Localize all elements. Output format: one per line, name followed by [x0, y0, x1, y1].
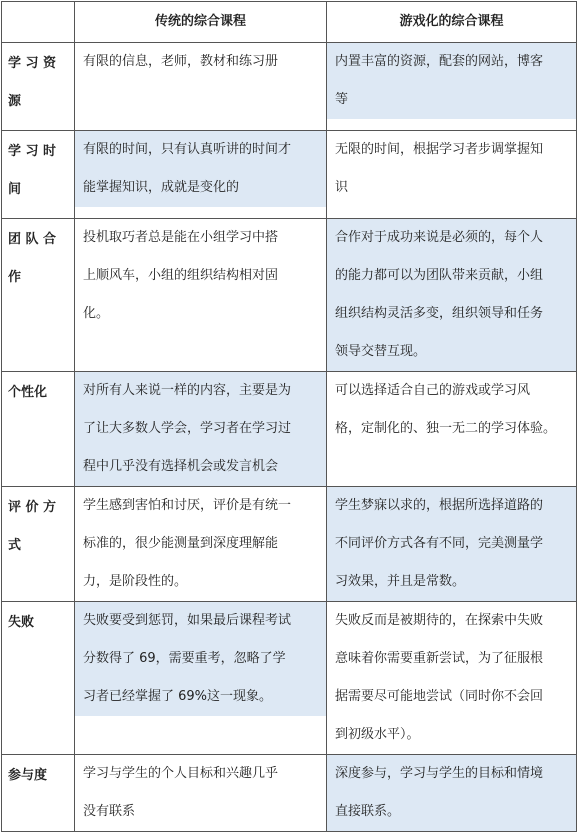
row-label	[2, 372, 75, 487]
row-label-line: 参与度	[8, 768, 48, 783]
cell-line: 失败要受到惩罚，如果最后课程考试	[75, 602, 326, 640]
cell-line: 力，是阶段性的。	[83, 574, 188, 589]
cell-gamified	[327, 372, 577, 487]
table-row	[2, 43, 577, 131]
cell-line: 没有联系	[83, 804, 136, 819]
cell-line: 失败反而是被期待的，在探索中失败	[335, 613, 544, 628]
cell-line: 到初级水平）。	[335, 727, 420, 742]
row-label-line: 式	[8, 538, 22, 553]
cell-gamified	[327, 755, 577, 832]
header-row	[2, 2, 577, 43]
cell-line: 学习与学生的个人目标和兴趣几乎	[83, 766, 279, 781]
cell-traditional	[75, 602, 327, 755]
cell-line: 领导交替互现。	[327, 333, 576, 371]
cell-line: 有限的信息，老师，教材和练习册	[83, 54, 279, 69]
cell-line: 等	[327, 81, 576, 119]
cell-line: 了让大多数人学会，学习者在学习过	[75, 410, 326, 448]
cell-line: 组织结构灵活多变，组织领导和任务	[327, 295, 576, 333]
cell-traditional	[75, 219, 327, 372]
row-label	[2, 131, 75, 219]
cell-line: 的能力都可以为团队带来贡献，小组	[327, 257, 576, 295]
cell-line: 据需要尽可能地尝试（同时你不会回	[335, 689, 544, 704]
cell-gamified	[327, 602, 577, 755]
cell-gamified	[327, 131, 577, 219]
row-label-line: 个性化	[8, 385, 48, 400]
header-corner	[2, 2, 75, 43]
row-label-line: 学 习 时	[8, 144, 57, 159]
cell-line: 不同评价方式各有不同，完美测量学	[327, 525, 576, 563]
cell-line: 学生梦寐以求的，根据所选择道路的	[327, 487, 576, 525]
row-label-line: 间	[8, 182, 22, 197]
cell-line: 内置丰富的资源，配套的网站，博客	[327, 43, 576, 81]
header-gamified: 游戏化的综合课程	[327, 2, 577, 43]
row-label-line: 失败	[8, 615, 35, 630]
cell-traditional	[75, 487, 327, 602]
cell-line: 合作对于成功来说是必须的，每个人	[327, 219, 576, 257]
row-label	[2, 43, 75, 131]
cell-gamified	[327, 219, 577, 372]
row-label-line: 团 队 合	[8, 232, 57, 247]
cell-line: 无限的时间，根据学习者步调掌握知	[335, 142, 544, 157]
table-row	[2, 602, 577, 755]
cell-line: 深度参与，学习与学生的目标和情境	[327, 755, 576, 793]
table-row	[2, 131, 577, 219]
cell-line: 标准的，很少能测量到深度理解能	[83, 536, 279, 551]
cell-traditional	[75, 43, 327, 131]
table-row	[2, 487, 577, 602]
cell-line: 对所有人来说一样的内容，主要是为	[75, 372, 326, 410]
table-row	[2, 372, 577, 487]
row-label-line: 学 习 资	[8, 56, 57, 71]
cell-line: 上顺风车，小组的组织结构相对固	[83, 268, 279, 283]
cell-traditional	[75, 755, 327, 832]
cell-line: 学生感到害怕和讨厌，评价是有统一	[83, 498, 292, 513]
cell-line: 分数得了 69，需要重考，忽略了学	[75, 640, 326, 678]
cell-line: 识	[335, 180, 349, 195]
cell-line: 投机取巧者总是能在小组学习中搭	[83, 230, 279, 245]
cell-line: 有限的时间，只有认真听讲的时间才	[75, 131, 326, 169]
comparison-table	[1, 1, 577, 832]
cell-line: 程中几乎没有选择机会或发言机会	[75, 448, 326, 486]
table-row	[2, 219, 577, 372]
row-label-line: 源	[8, 94, 22, 109]
cell-line: 能掌握知识，成就是变化的	[75, 169, 326, 207]
row-label	[2, 487, 75, 602]
cell-traditional	[75, 131, 327, 219]
cell-traditional	[75, 372, 327, 487]
cell-gamified	[327, 43, 577, 131]
cell-line: 可以选择适合自己的游戏或学习风	[335, 383, 531, 398]
row-label	[2, 219, 75, 372]
cell-line: 意味着你需要重新尝试，为了征服根	[335, 651, 544, 666]
cell-line: 格，定制化的、独一无二的学习体验。	[335, 421, 557, 436]
cell-line: 习效果，并且是常数。	[327, 563, 576, 601]
table-row	[2, 755, 577, 832]
row-label	[2, 602, 75, 755]
cell-line: 化。	[83, 306, 110, 321]
header-traditional: 传统的综合课程	[75, 2, 327, 43]
cell-gamified	[327, 487, 577, 602]
cell-line: 直接联系。	[327, 793, 576, 831]
row-label	[2, 755, 75, 832]
row-label-line: 作	[8, 270, 22, 285]
row-label-line: 评 价 方	[8, 500, 57, 515]
cell-line: 习者已经掌握了 69%这一现象。	[75, 678, 326, 716]
